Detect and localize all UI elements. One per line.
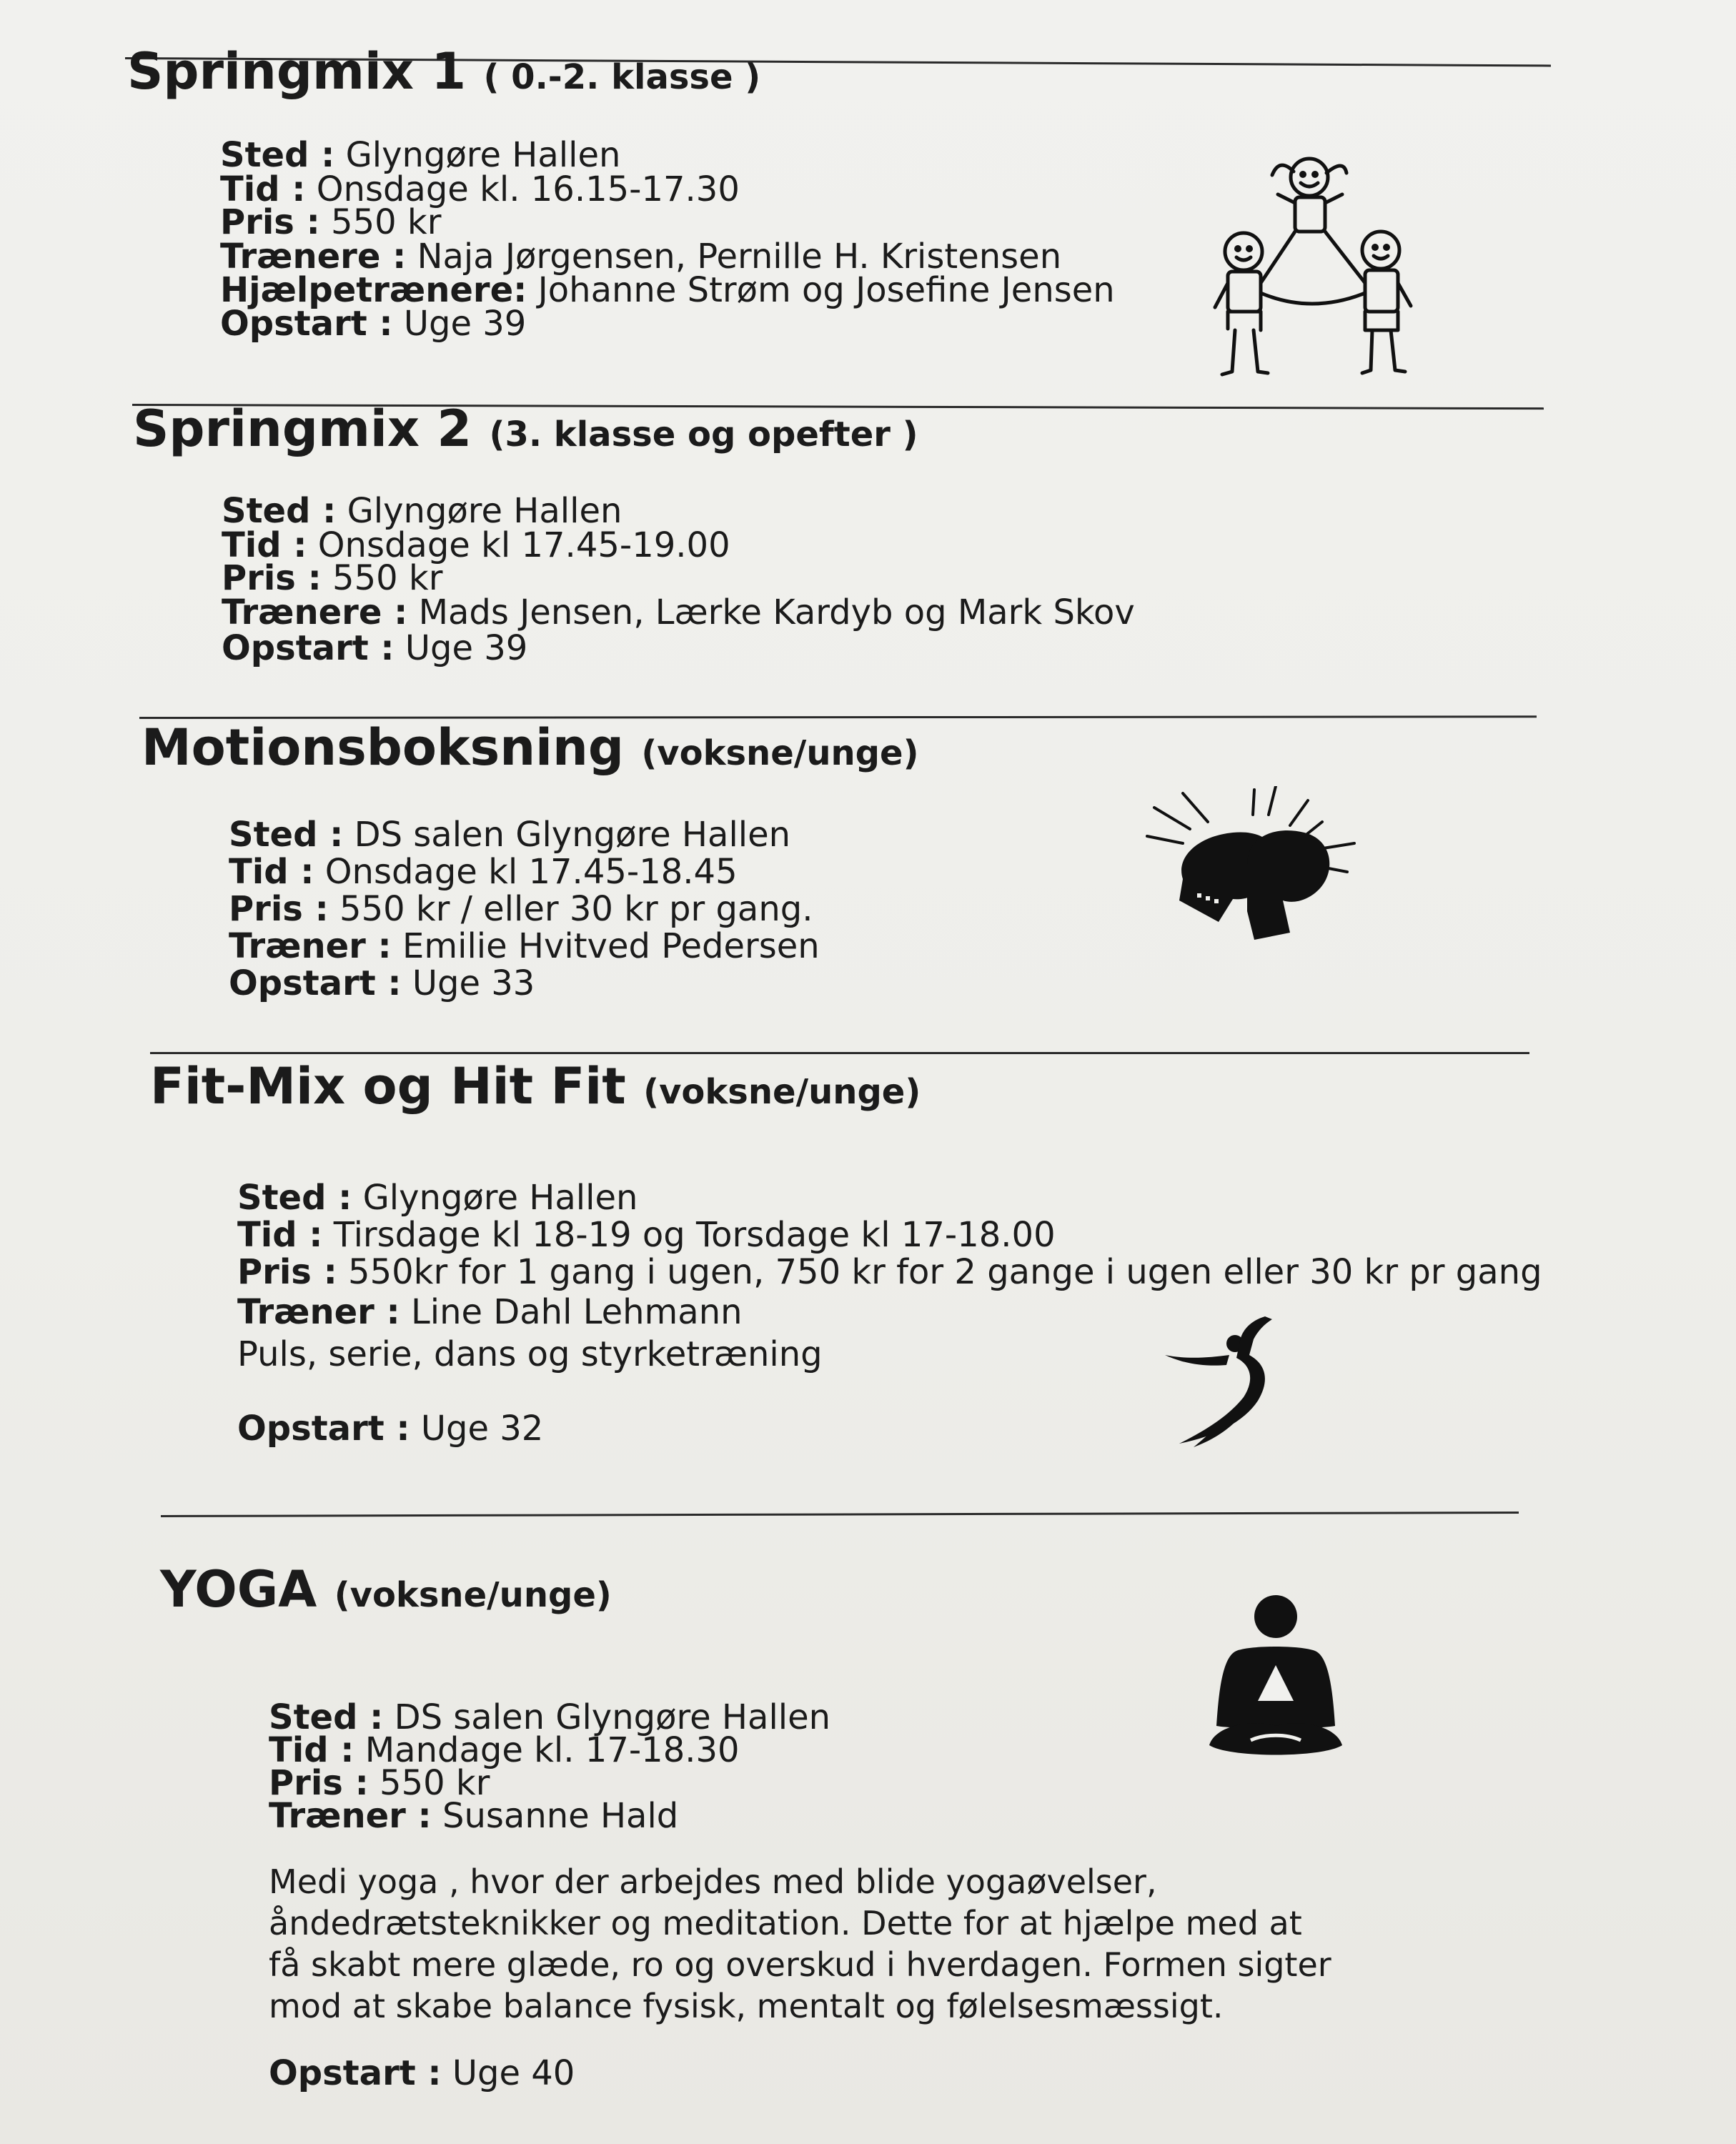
- row-label: Sted :: [220, 135, 335, 175]
- section-title: [150, 1056, 921, 1122]
- info-row-tid: [222, 525, 1135, 565]
- row-label: Træner :: [237, 1292, 400, 1332]
- row-value: Mads Jensen, Lærke Kardyb og Mark Skov: [418, 592, 1135, 632]
- info-row-opstart: [229, 965, 820, 1002]
- row-label: Tid :: [222, 525, 307, 565]
- row-value: Uge 39: [403, 304, 527, 344]
- description: [269, 1861, 1331, 2027]
- description-line: få skabt mere glæde, ro og overskud i hverdagen. Formen sigter: [269, 1945, 1331, 1984]
- info-row-sted: [269, 1697, 1331, 1737]
- row-value: Mandage kl. 17-18.30: [364, 1730, 740, 1770]
- section-subtitle: (3. klasse og opefter ): [489, 415, 918, 455]
- divider: [150, 1052, 1529, 1054]
- row-value: Uge 40: [452, 2053, 575, 2093]
- info-row-sted: [222, 493, 1135, 529]
- section-title: [127, 41, 760, 107]
- info-row-opstart: [237, 1409, 1542, 1449]
- row-label: Træner :: [269, 1796, 432, 1836]
- section-yoga: [160, 1559, 612, 1625]
- row-value: 550 kr: [380, 1763, 490, 1803]
- row-label: Tid :: [237, 1215, 323, 1255]
- section-title: [160, 1559, 612, 1625]
- description-line: åndedrætsteknikker og meditation. Dette for at hjælpe med at: [269, 1904, 1302, 1942]
- info-row-sted: [237, 1179, 1542, 1216]
- info-row-traener: [229, 928, 820, 965]
- section-subtitle: ( 0.-2. klasse ): [483, 57, 761, 97]
- row-value: DS salen Glyngøre Hallen: [394, 1697, 831, 1737]
- info-row-traener: [237, 1291, 1542, 1334]
- row-value: Glyngøre Hallen: [362, 1178, 638, 1218]
- info-list: [222, 493, 1135, 666]
- info-row-pris: [237, 1254, 1542, 1291]
- row-label: Opstart :: [269, 2053, 442, 2093]
- row-value: Uge 39: [405, 628, 528, 668]
- row-value: 550 kr: [331, 202, 442, 242]
- row-label: Tid :: [220, 169, 306, 209]
- row-label: Sted :: [222, 491, 337, 531]
- section-springmix-1: [127, 41, 760, 107]
- meditation-icon: [1208, 1594, 1344, 1758]
- info-row-tid: [220, 169, 1115, 209]
- row-label: Pris :: [269, 1763, 369, 1803]
- info-note: Puls, serie, dans og styrketræning: [237, 1334, 823, 1374]
- section-title-text: YOGA: [160, 1560, 317, 1619]
- info-row-tid: [269, 1730, 1331, 1770]
- section-title: [133, 399, 918, 465]
- section-motionsboksning: [142, 718, 919, 783]
- info-row-tid: [229, 853, 820, 890]
- dancer-icon: [1158, 1308, 1301, 1458]
- row-label: Opstart :: [229, 963, 402, 1003]
- info-list: [269, 1697, 1331, 2093]
- description-line: mod at skabe balance fysisk, mentalt og følelsesmæssigt.: [269, 1987, 1224, 2025]
- row-value: Uge 32: [420, 1409, 544, 1449]
- row-value: Onsdage kl 17.45-19.00: [317, 525, 730, 565]
- row-label: Sted :: [237, 1178, 352, 1218]
- info-row-opstart: [220, 306, 1115, 342]
- row-label: Pris :: [229, 889, 329, 929]
- row-label: Opstart :: [237, 1409, 410, 1449]
- row-value: Glyngøre Hallen: [347, 491, 623, 531]
- row-label: Sted :: [269, 1697, 384, 1737]
- section-subtitle: (voksne/unge): [643, 1072, 921, 1112]
- info-row-opstart: [222, 630, 1135, 666]
- row-value: Susanne Hald: [442, 1796, 679, 1836]
- info-row-tid: [237, 1216, 1542, 1254]
- section-fit-mix: [150, 1056, 921, 1122]
- row-label: Træner :: [229, 926, 392, 966]
- row-value: Onsdage kl 17.45-18.45: [324, 852, 738, 892]
- info-list: [220, 137, 1115, 342]
- section-subtitle: (voksne/unge): [334, 1575, 612, 1615]
- info-row-sted: [220, 137, 1115, 173]
- section-title-text: Motionsboksning: [142, 718, 624, 777]
- row-value: Johanne Strøm og Josefine Jensen: [537, 270, 1115, 310]
- info-row-pris: [229, 890, 820, 928]
- info-list: [229, 816, 820, 1002]
- row-label: Opstart :: [220, 304, 393, 344]
- row-label: Trænere :: [220, 237, 407, 277]
- section-springmix-2: [133, 399, 918, 465]
- row-value: 550kr for 1 gang i ugen, 750 kr for 2 gange i ugen eller 30 kr pr gang: [348, 1252, 1542, 1292]
- boxing-gloves-icon: [1140, 786, 1376, 951]
- row-label: Tid :: [229, 852, 314, 892]
- row-label: Pris :: [220, 202, 320, 242]
- section-subtitle: (voksne/unge): [641, 733, 919, 773]
- row-label: Trænere :: [222, 592, 408, 632]
- info-row-pris: [222, 558, 1135, 598]
- row-label: Tid :: [269, 1730, 354, 1770]
- info-row-sted: [229, 816, 820, 853]
- description-line: Medi yoga , hvor der arbejdes med blide yogaøvelser,: [269, 1862, 1157, 1901]
- row-value: Line Dahl Lehmann: [411, 1292, 743, 1332]
- info-row-traenere: [222, 592, 1135, 632]
- row-label: Sted :: [229, 815, 344, 855]
- section-title-text: Fit-Mix og Hit Fit: [150, 1057, 626, 1116]
- section-title-text: Springmix 1: [127, 42, 467, 101]
- section-title-text: Springmix 2: [133, 399, 472, 458]
- row-value: Naja Jørgensen, Pernille H. Kristensen: [417, 237, 1062, 277]
- row-value: Onsdage kl. 16.15-17.30: [316, 169, 740, 209]
- info-row-pris: [269, 1763, 1331, 1803]
- row-label: Pris :: [237, 1252, 337, 1292]
- info-row-opstart: [269, 2055, 1331, 2091]
- info-list: [237, 1178, 1542, 1449]
- info-row-traenere: [220, 237, 1115, 277]
- info-row-pris: [220, 202, 1115, 242]
- row-value: Glyngøre Hallen: [345, 135, 621, 175]
- row-label: Pris :: [222, 558, 322, 598]
- row-value: 550 kr: [332, 558, 443, 598]
- children-pyramid-icon: [1194, 143, 1437, 386]
- row-label: Hjælpetrænere:: [220, 270, 527, 310]
- row-label: Opstart :: [222, 628, 395, 668]
- info-row-hjaelpetraenere: [220, 270, 1115, 310]
- row-value: 550 kr / eller 30 kr pr gang.: [339, 889, 813, 929]
- row-value: Emilie Hvitved Pedersen: [402, 926, 820, 966]
- section-title: [142, 718, 919, 783]
- info-row-traener: [269, 1796, 1331, 1836]
- row-value: Uge 33: [412, 963, 535, 1003]
- row-value: DS salen Glyngøre Hallen: [354, 815, 791, 855]
- row-value: Tirsdage kl 18-19 og Torsdage kl 17-18.00: [333, 1215, 1056, 1255]
